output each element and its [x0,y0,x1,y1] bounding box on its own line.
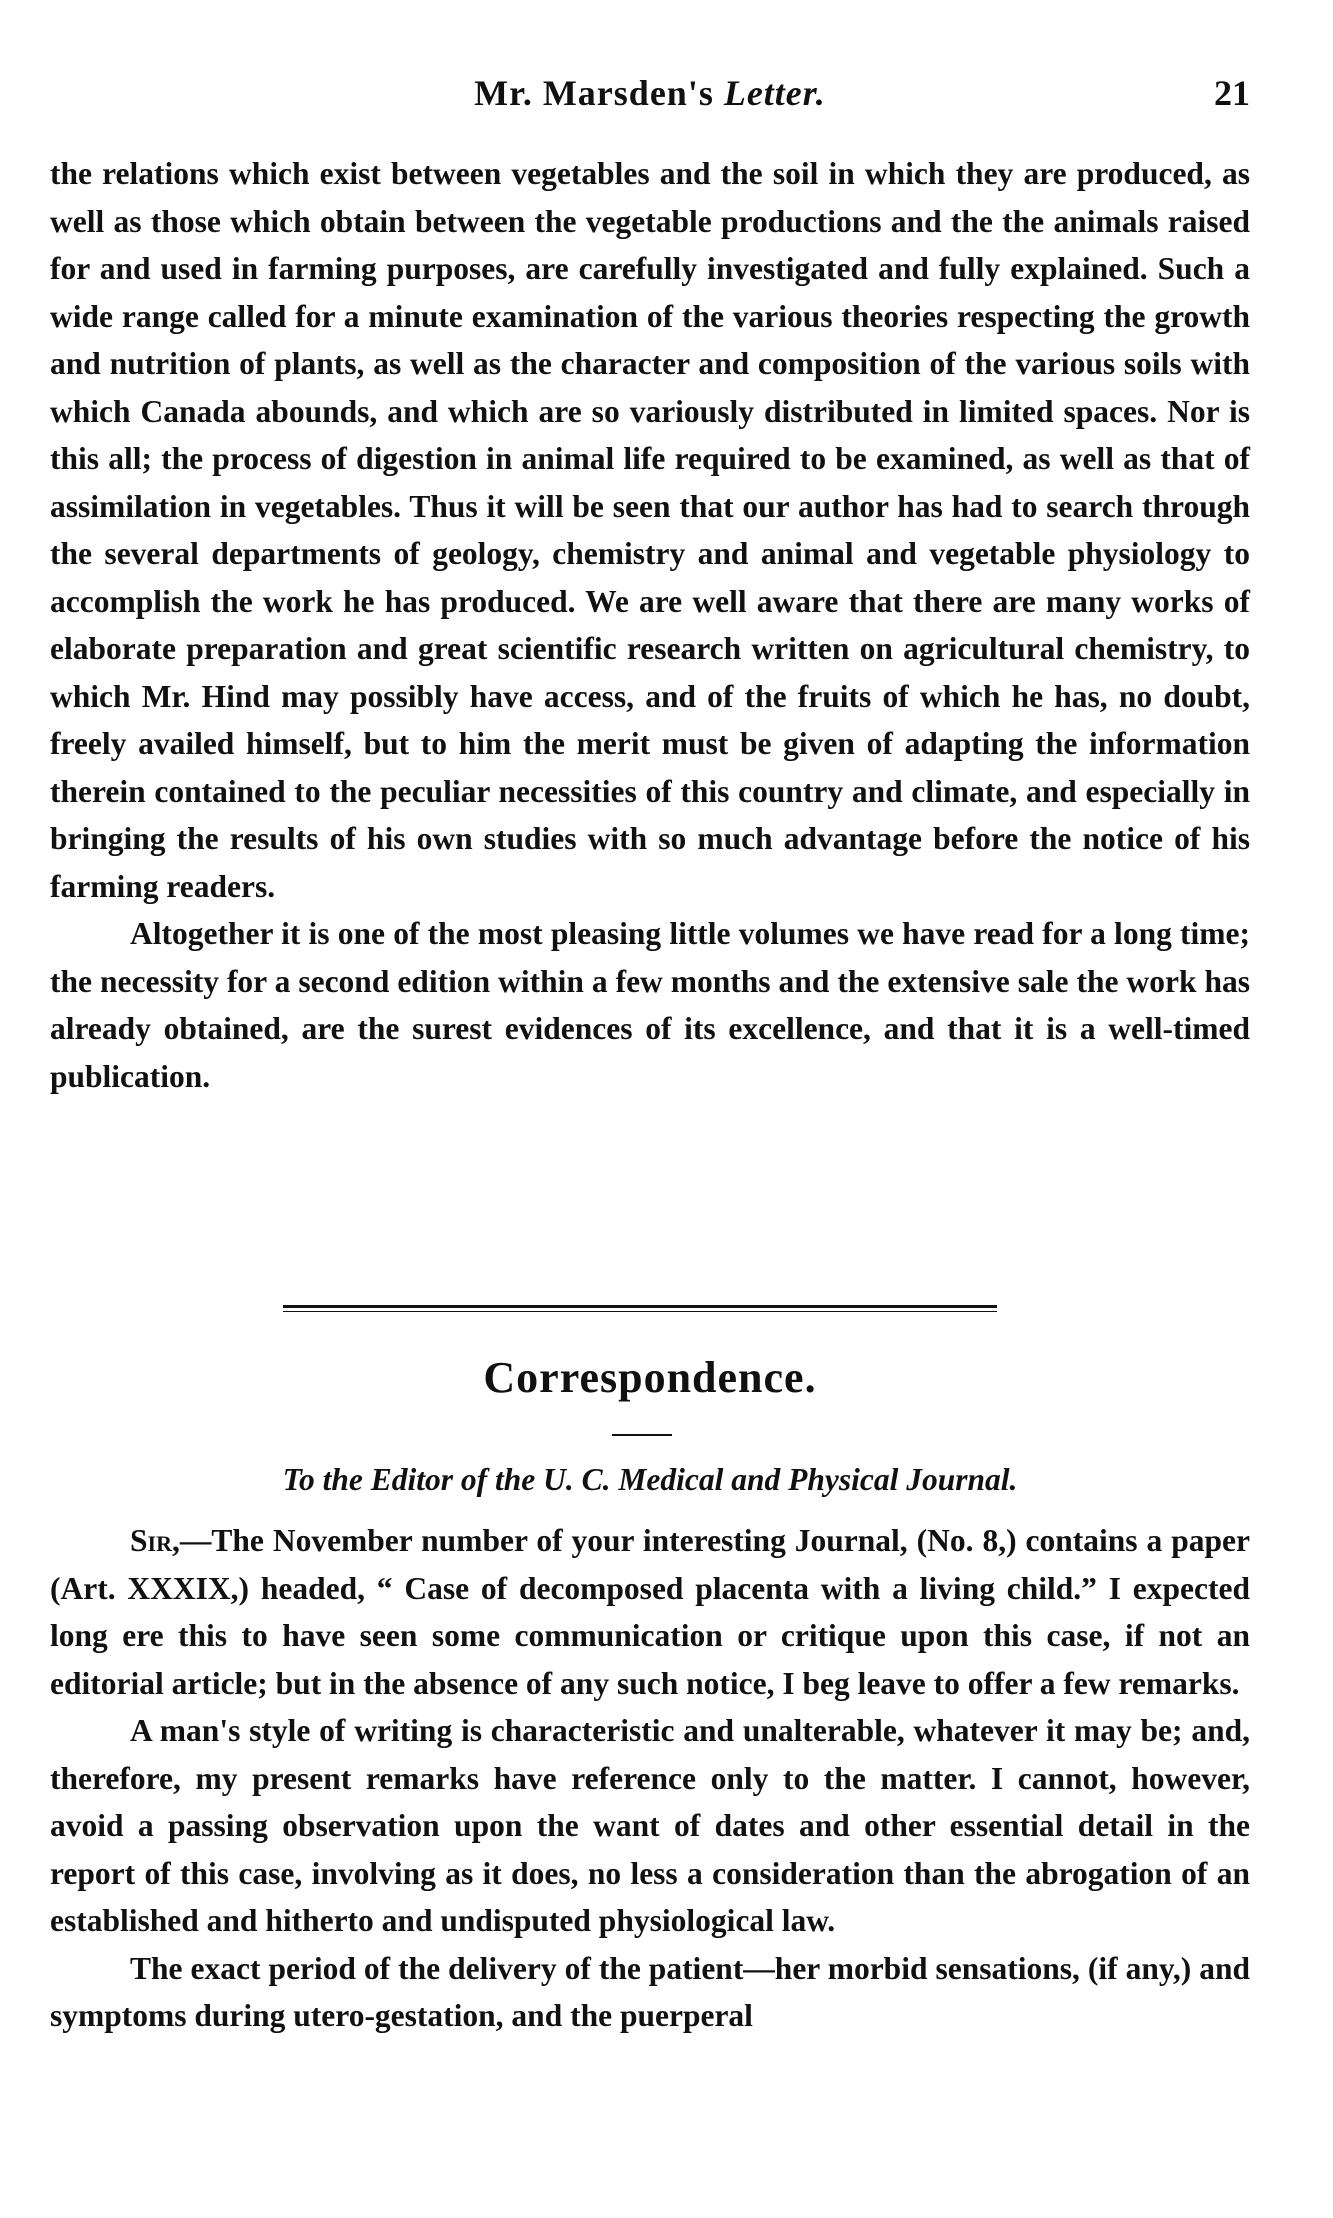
running-title-letter: Letter. [723,73,826,113]
review-text [50,150,1250,1100]
page-number: 21 [1214,73,1250,113]
running-title-name: Mr. Marsden's [474,73,714,113]
review-paragraph: Altogether it is one of the most pleasing little volumes we have read for a long time; the necessity for a second edition within a few months and the extensive sale the work has already obtained, are the surest evidences of its excellence, and that it is a well-timed publication. [50,916,1250,1094]
section-heading: Correspondence. [483,1353,817,1402]
salutation: Sir, [130,1523,180,1558]
section-divider [283,1305,997,1312]
letter-paragraph: The exact period of the delivery of the patient—her morbid sensations, (if any,) and symptoms during utero-gestation, and the puerperal [50,1950,1250,2033]
letter-paragraph-text: —The November number of your interesting Journal, (No. 8,) contains a paper (Art. XXXIX,) headed, “ Case of decomposed placenta with a living child.” I expected long ere this to have seen some communication or critique upon this case, if not an editorial article; but in the absence of any such notice, I beg leave to offer a few remarks. [50,1523,1250,1701]
letter-text [50,1517,1250,2040]
review-paragraph: the relations which exist between vegetables and the soil in which they are produced, as well as those which obtain between the vegetable productions and the the animals raised for and used in farming purposes, are carefully investigated and fully explained. Such a wide range called for a minute examination of the various theories respecting the growth and nutrition of plants, as well as the character and composition of the various soils with which Canada abounds, and which are so variously distributed in limited spaces. Nor is this all; the process of digestion in animal life required to be examined, as well as that of assimilation in vegetables. Thus it will be seen that our author has had to search through the several departments of geology, chemistry and animal and vegetable physiology to accomplish the work he has produced. We are well aware that there are many works of elaborate preparation and great scientific research written on agricultural chemistry, to which Mr. Hind may possibly have access, and of the fruits of which he has, no doubt, freely availed himself, but to him the merit must be given of adapting the information therein contained to the peculiar necessities of this country and climate, and especially in bringing the results of his own studies with so much advantage before the notice of his farming readers. [50,156,1250,904]
running-title [50,72,1250,114]
heading-rule [612,1434,672,1436]
letter-address: To the Editor of the U. C. Medical and Physical Journal. [282,1462,1018,1497]
page [50,0,1250,2218]
running-head [50,72,1250,122]
letter-paragraph [50,1517,1250,1707]
letter-paragraph: A man's style of writing is characteristic and unalterable, whatever it may be; and, therefore, my present remarks have reference only to the matter. I cannot, however, avoid a passing observation upon the want of dates and other essential detail in the report of this case, involving as it does, no less a consideration than the abrogation of an established and hitherto and undisputed physiological law. [50,1713,1250,1938]
